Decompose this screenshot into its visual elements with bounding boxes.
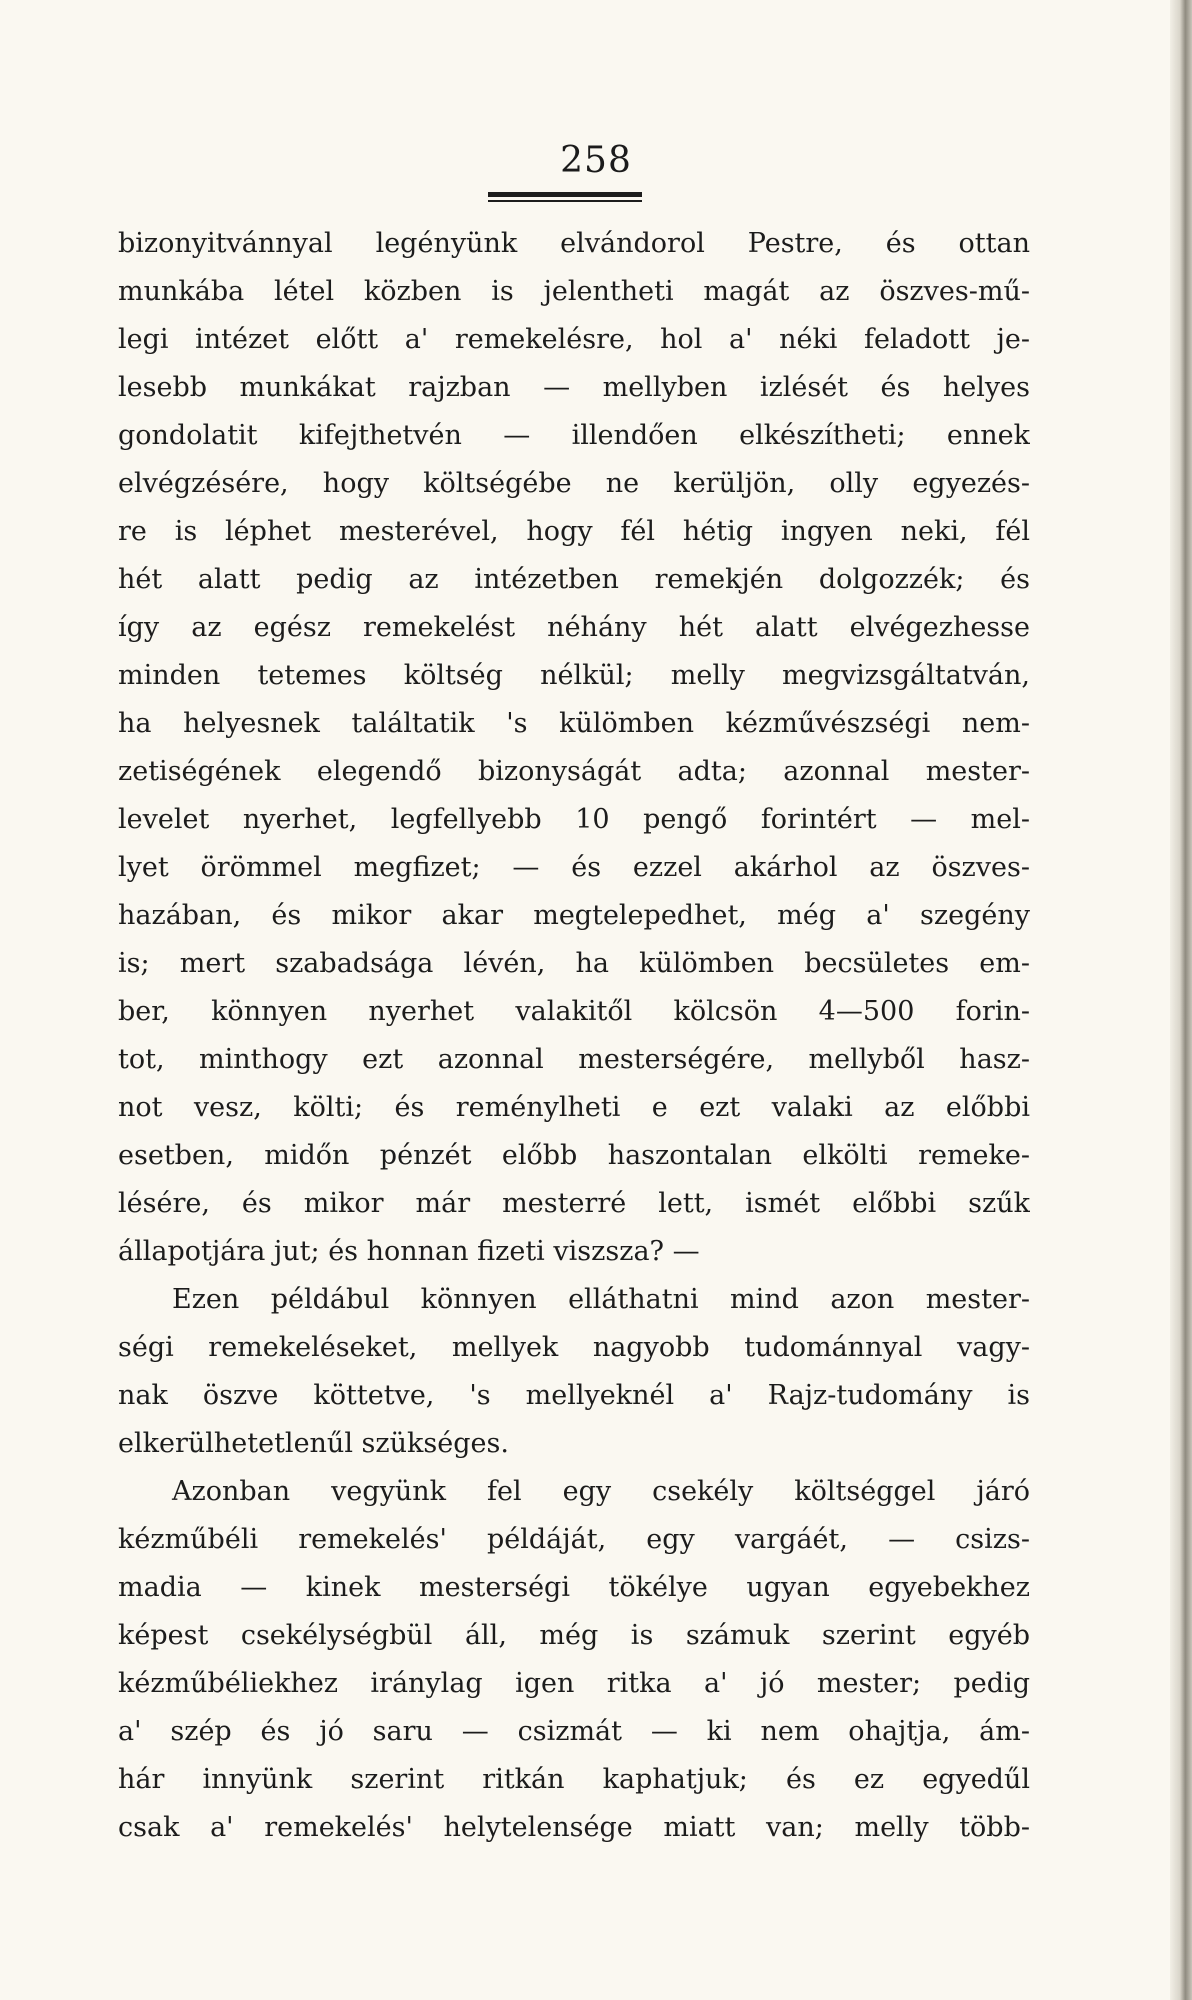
text-line: hazában, és mikor akar megtelepedhet, még a' szegény xyxy=(118,900,1030,931)
text-line: bizonyitvánnyal legényünk elvándorol Pestre, és ottan xyxy=(118,228,1030,259)
text-line: nak öszve köttetve, 's mellyeknél a' Rajz-tudomány is xyxy=(118,1380,1030,1411)
text-line: így az egész remekelést néhány hét alatt elvégezhesse xyxy=(118,612,1030,643)
text-line: is; mert szabadsága lévén, ha külömben becsületes em- xyxy=(118,948,1030,979)
text-line: csak a' remekelés' helytelensége miatt van; melly több- xyxy=(118,1812,1030,1843)
text-line: zetiségének elegendő bizonyságát adta; azonnal mester- xyxy=(118,756,1030,787)
text-line: elvégzésére, hogy költségébe ne kerüljön, olly egyezés- xyxy=(118,468,1030,499)
page-number: 258 xyxy=(560,140,632,181)
text-line: not vesz, költi; és reménylheti e ezt valaki az előbbi xyxy=(118,1092,1030,1123)
text-line: levelet nyerhet, legfellyebb 10 pengő forintért — mel- xyxy=(118,804,1030,835)
text-line: legi intézet előtt a' remekelésre, hol a' néki feladott je- xyxy=(118,324,1030,355)
text-line: ber, könnyen nyerhet valakitől kölcsön 4—500 forin- xyxy=(118,996,1030,1027)
text-line: tot, minthogy ezt azonnal mesterségére, mellyből hasz- xyxy=(118,1044,1030,1075)
header-rule xyxy=(488,192,642,202)
page-edge-shadow xyxy=(1170,0,1192,2000)
text-line: hét alatt pedig az intézetben remekjén dolgozzék; és xyxy=(118,564,1030,595)
text-line: ségi remekeléseket, mellyek nagyobb tudománnyal vagy- xyxy=(118,1332,1030,1363)
text-line: képest csekélységbül áll, még is számuk szerint egyéb xyxy=(118,1620,1030,1651)
paragraph-start-line: Ezen példábul könnyen elláthatni mind azon mester- xyxy=(172,1284,1030,1315)
text-line: gondolatit kifejthetvén — illendően elkészítheti; ennek xyxy=(118,420,1030,451)
text-line: minden tetemes költség nélkül; melly megvizsgáltatván, xyxy=(118,660,1030,691)
text-line: esetben, midőn pénzét előbb haszontalan elkölti remeke- xyxy=(118,1140,1030,1171)
paragraph-end-line: állapotjára jut; és honnan fizeti viszsza? — xyxy=(118,1236,700,1267)
text-line: kézműbéliekhez iránylag igen ritka a' jó mester; pedig xyxy=(118,1668,1030,1699)
text-line: ha helyesnek találtatik 's külömben kézművészségi nem- xyxy=(118,708,1030,739)
text-line: a' szép és jó saru — csizmát — ki nem ohajtja, ám- xyxy=(118,1716,1030,1747)
text-line: lesebb munkákat rajzban — mellyben izlését és helyes xyxy=(118,372,1030,403)
text-line: re is léphet mesterével, hogy fél hétig ingyen neki, fél xyxy=(118,516,1030,547)
text-line: madia — kinek mesterségi tökélye ugyan egyebekhez xyxy=(118,1572,1030,1603)
text-line: lésére, és mikor már mesterré lett, ismét előbbi szűk xyxy=(118,1188,1030,1219)
paragraph-start-line: Azonban vegyünk fel egy csekély költséggel járó xyxy=(172,1476,1030,1507)
text-line: lyet örömmel megfizet; — és ezzel akárhol az öszves- xyxy=(118,852,1030,883)
text-line: kézműbéli remekelés' példáját, egy vargáét, — csizs- xyxy=(118,1524,1030,1555)
text-line: munkába létel közben is jelentheti magát az öszves-mű- xyxy=(118,276,1030,307)
paragraph-end-line: elkerülhetetlenűl szükséges. xyxy=(118,1428,509,1459)
text-line: hár innyünk szerint ritkán kaphatjuk; és ez egyedűl xyxy=(118,1764,1030,1795)
body-text xyxy=(118,220,1030,1852)
